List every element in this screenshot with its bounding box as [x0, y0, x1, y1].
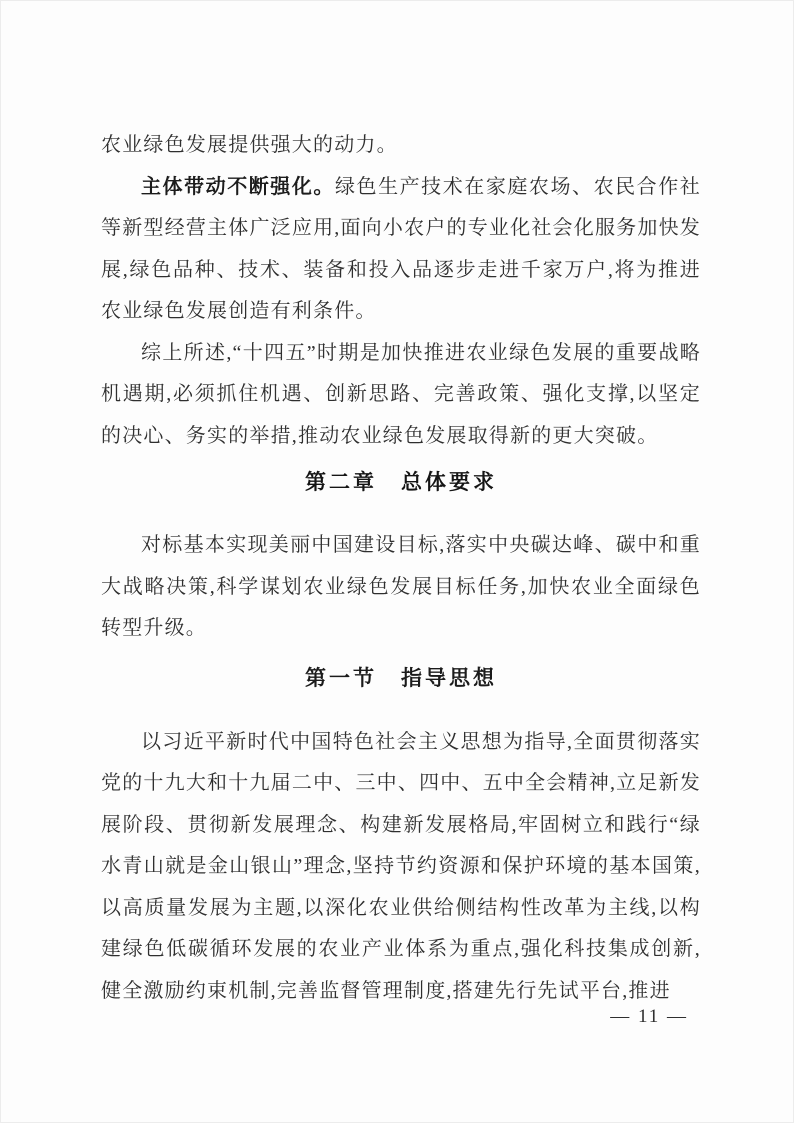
document-body	[101, 1, 701, 1012]
paragraph-subject-text: 绿色生产技术在家庭农场、农民合作社等新型经营主体广泛应用,面向小农户的专业化社会化服务加快发展,绿色品种、技术、装备和投入品逐步走进千家万户,将为推进农业绿色发展创造有利条件。	[101, 175, 701, 322]
page-number: — 11 —	[610, 1006, 688, 1027]
paragraph-summary: 综上所述,“十四五”时期是加快推进农业绿色发展的重要战略机遇期,必须抓住机遇、创新思路、完善政策、强化支撑,以坚定的决心、务实的举措,推动农业绿色发展取得新的更大突破。	[101, 341, 701, 447]
chapter-heading: 第二章 总体要求	[305, 471, 497, 494]
section-heading: 第一节 指导思想	[305, 665, 497, 690]
paragraph-subject-strengthening	[101, 167, 701, 333]
paragraph-guiding-ideology: 以习近平新时代中国特色社会主义思想为指导,全面贯彻落实党的十九大和十九届二中、三中、四中、五中全会精神,立足新发展阶段、贯彻新发展理念、构建新发展格局,牢固树立和践行“绿水青山就是金山银山”理念,坚持节约资源和保护环境的基本国策,以高质量发展为主题,以深化农业供给侧结构性改革为主线,以构建绿色低碳循环发展的农业产业体系为重点,强化科技集成创新,健全激励约束机制,完善监督管理制度,搭建先行先试平台,推进	[101, 730, 701, 1002]
paragraph-bold-lead: 主体带动不断强化。	[141, 175, 335, 198]
paragraph-chapter-intro: 对标基本实现美丽中国建设目标,落实中央碳达峰、碳中和重大战略决策,科学谋划农业绿色发展目标任务,加快农业全面绿色转型升级。	[101, 534, 701, 639]
paragraph-continuation: 农业绿色发展提供强大的动力。	[101, 134, 398, 156]
